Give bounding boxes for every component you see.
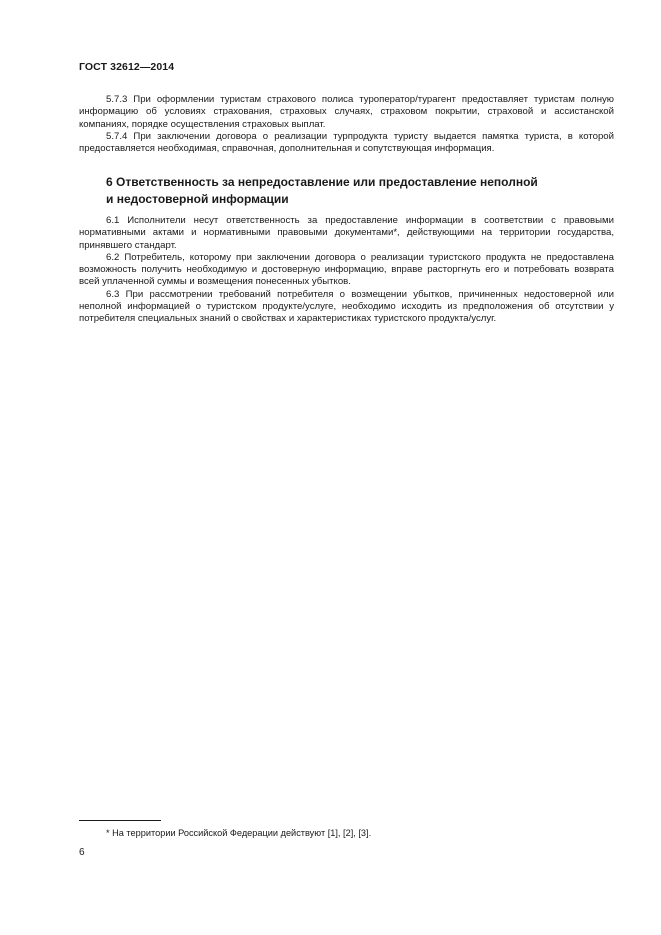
section-heading-line-1: 6 Ответственность за непредоставление или предоставление неполной [106, 175, 538, 189]
page-number: 6 [79, 847, 85, 858]
section-heading-line-2: и недостоверной информации [106, 191, 289, 206]
paragraph-6-1: 6.1 Исполнители несут ответственность за предоставление информации в соответствии с правовыми нормативными актами и нормативными правовыми документами*, действующими на территории государства, принявшего стандарт. [79, 215, 614, 251]
paragraph-5-7-4: 5.7.4 При заключении договора о реализации турпродукта туристу выдается памятка туриста, в которой предоставляется необходимая, справочная, дополнительная и сопутствующая информация. [79, 130, 614, 155]
paragraph-6-3: 6.3 При рассмотрении требований потребителя о возмещении убытков, причиненных недостоверной или неполной информацией о туристском продукте/услуге, необходимо исходить из предположения об отсутствии у потребителя специальных знаний о свойствах и характеристиках туристского продукта/услуг. [79, 288, 614, 325]
document-header: ГОСТ 32612—2014 [79, 61, 175, 73]
section-6-heading [79, 174, 614, 207]
footnote-divider [79, 820, 161, 821]
section-6-body [79, 215, 614, 326]
paragraph-6-2: 6.2 Потребитель, которому при заключении договора о реализации туристского продукта не предоставлена возможность получить необходимую и достоверную информацию, вправе расторгнуть его и потребовать возврата всей уплаченной суммы и возмещения понесенных убытков. [79, 251, 614, 288]
paragraph-5-7-3: 5.7.3 При оформлении туристам страхового полиса туроператор/турагент предоставляет туристам полную информацию об условиях страхования, страховых случаях, страховом покрытии, страховой и ассистанской компаниях, порядке осуществления страховых выплат. [79, 94, 614, 130]
footnote: * На территории Российской Федерации действуют [1], [2], [3]. [106, 828, 372, 838]
section-5-body [79, 94, 614, 155]
